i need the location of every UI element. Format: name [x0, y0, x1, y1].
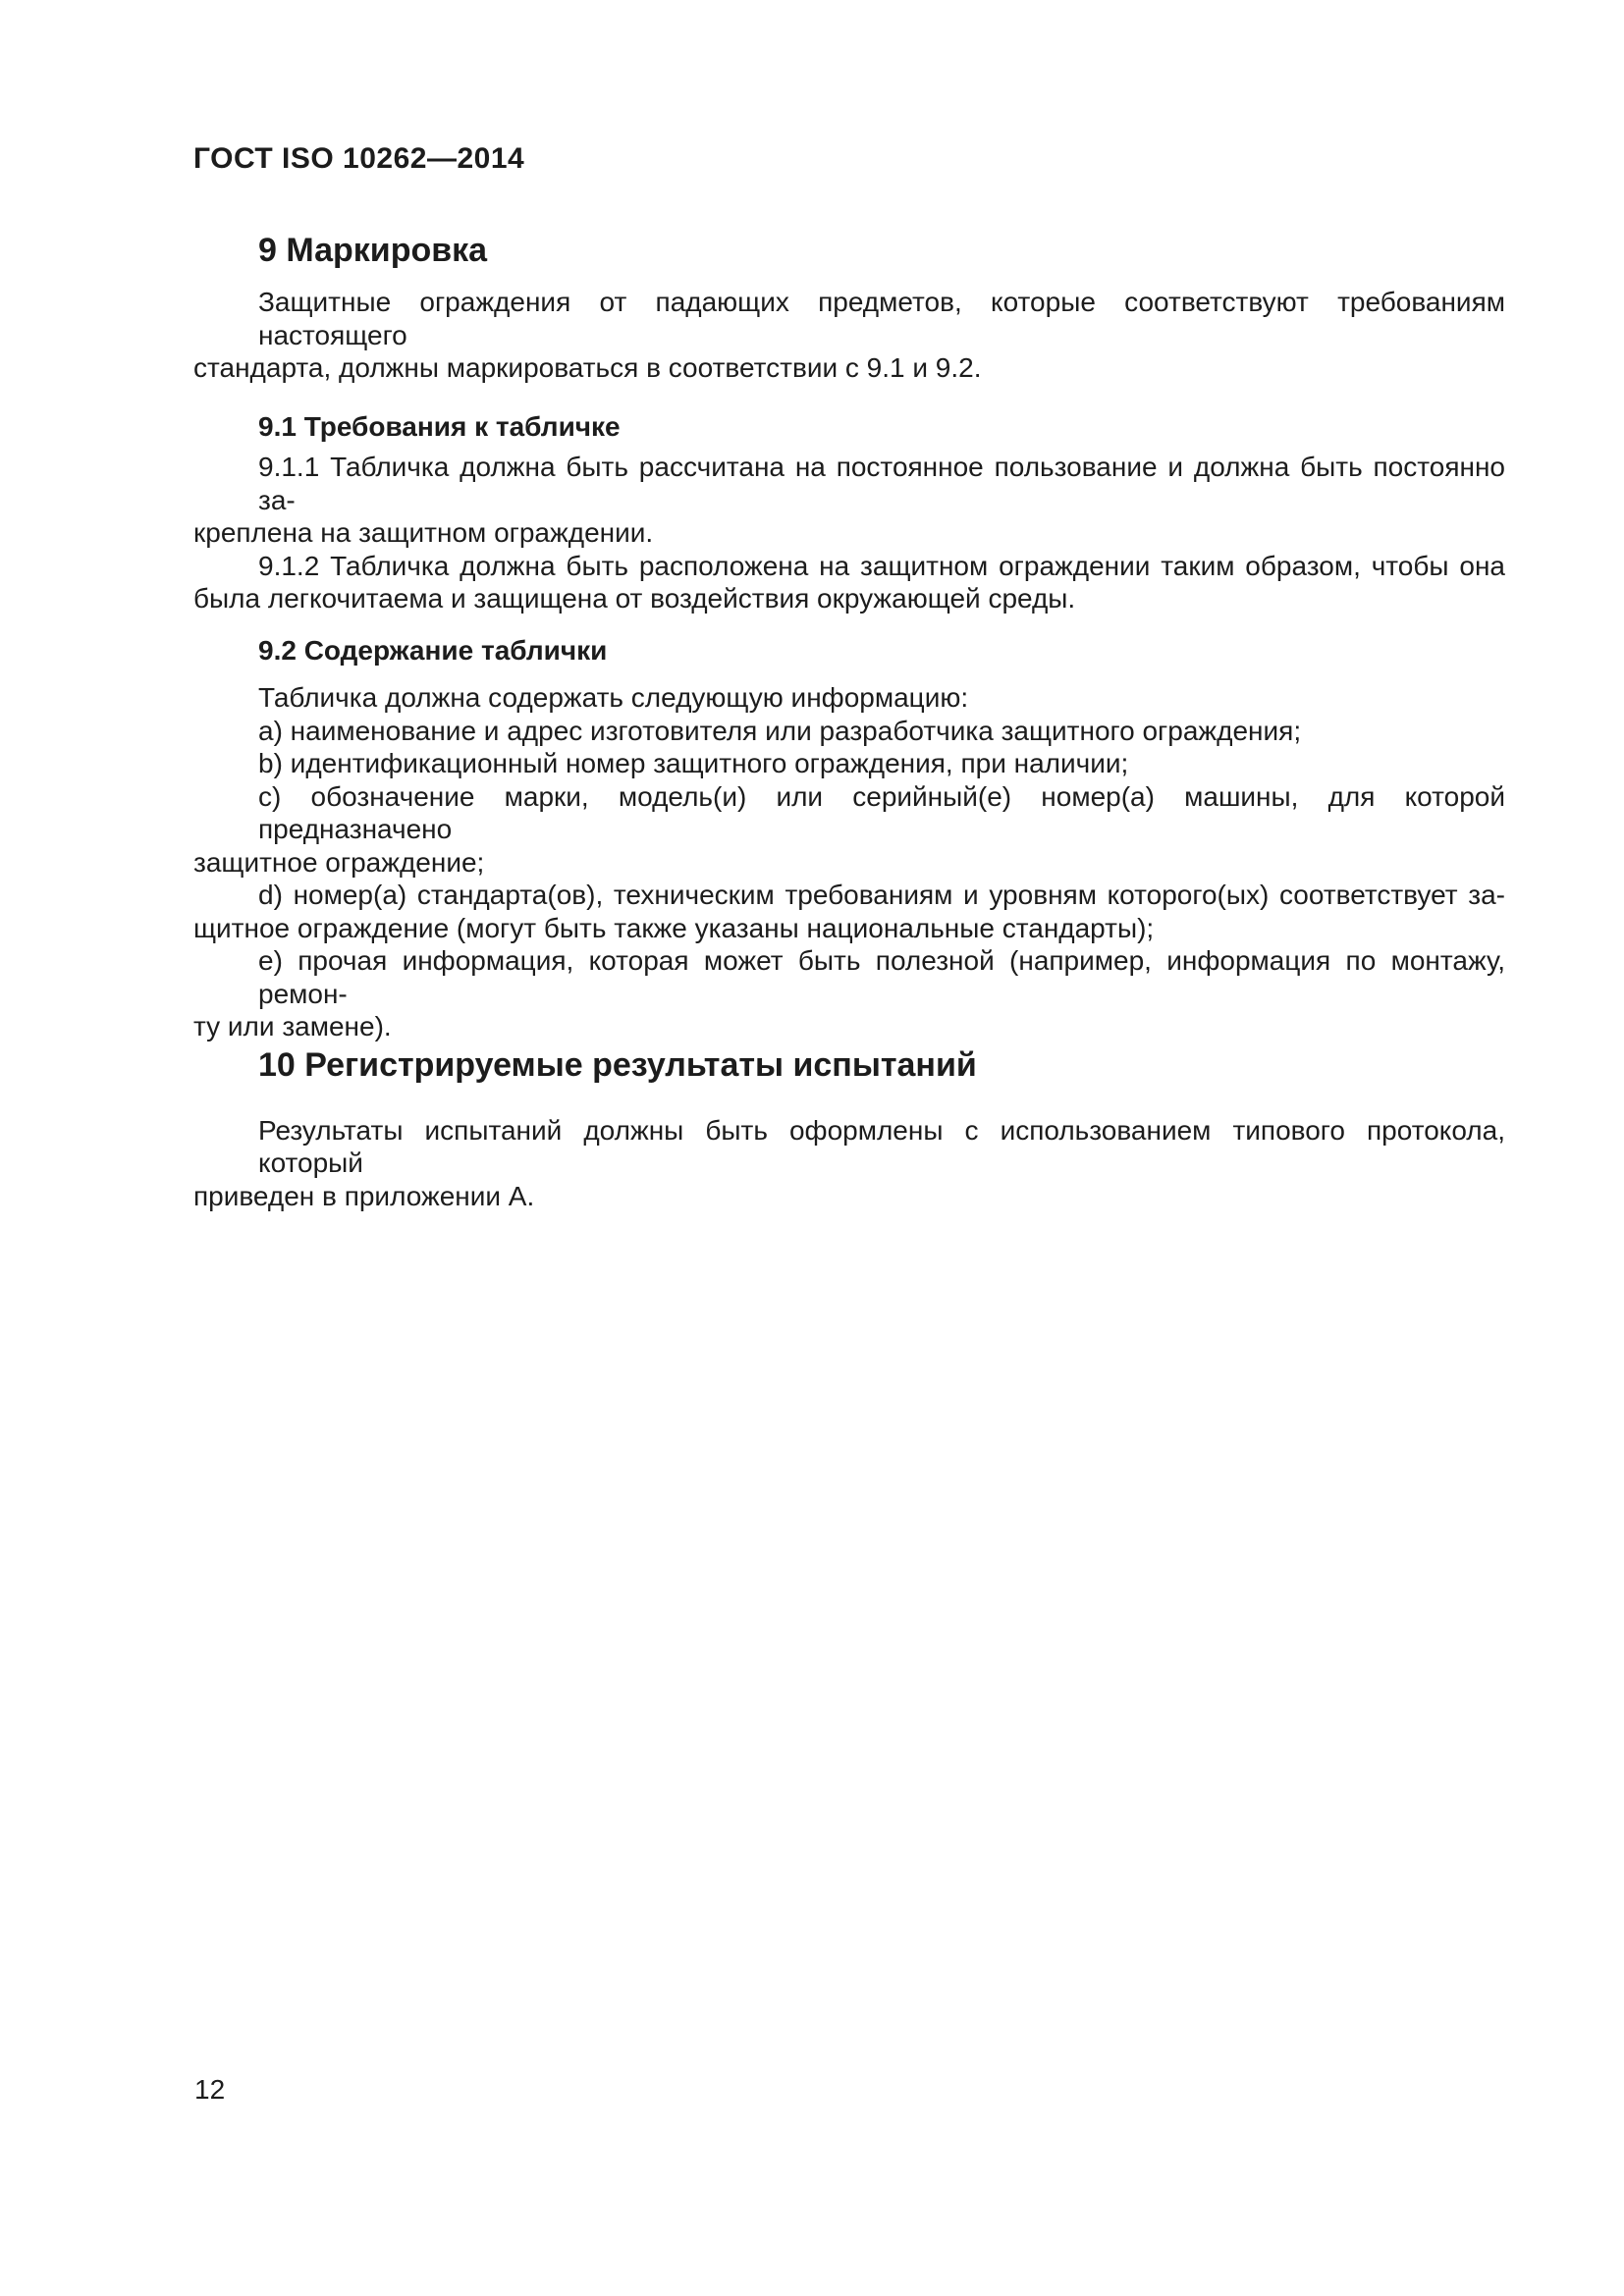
page-number: 12 [194, 2074, 226, 2105]
list-item-c-continuation: защитное ограждение; [193, 846, 485, 878]
list-lead-line: Табличка должна содержать следующую информацию: [258, 682, 969, 713]
section-9-1-heading: 9.1 Требования к табличке [258, 410, 621, 442]
list-item-b: b) идентификационный номер защитного ограждения, при наличии; [258, 748, 1129, 778]
list-item-d-continuation: щитное ограждение (могут быть также указаны национальные стандарты); [193, 912, 1155, 943]
list-item-e: e) прочая информация, которая может быть полезной (например, информация по монтажу, ремон- [258, 945, 1505, 1009]
running-header: ГОСТ ISO 10262—2014 [193, 142, 525, 175]
paragraph-line: 9.1.2 Табличка должна быть расположена на защитном ограждении таким образом, чтобы она [258, 550, 1505, 581]
section-9-intro-paragraph [193, 286, 1505, 385]
clause-9-1-1-paragraph [193, 451, 1505, 550]
clause-9-1-2-paragraph [193, 550, 1505, 615]
section-9-2-list [193, 681, 1505, 1043]
page-content [193, 142, 1505, 1212]
section-10-paragraph [193, 1114, 1505, 1213]
paragraph-line: стандарта, должны маркироваться в соответствии с 9.1 и 9.2. [193, 352, 982, 383]
paragraph-line: Защитные ограждения от падающих предметов, которые соответствуют требованиям настоящего [258, 287, 1505, 350]
paragraph-line: креплена на защитном ограждении. [193, 517, 654, 548]
list-item-e-continuation: ту или замене). [193, 1011, 392, 1041]
section-10-heading: 10 Регистрируемые результаты испытаний [258, 1045, 977, 1084]
list-item-c: c) обозначение марки, модель(и) или серийный(е) номер(а) машины, для которой предназначено [258, 780, 1505, 844]
paragraph-line: 9.1.1 Табличка должна быть рассчитана на постоянное пользование и должна быть постоянно за- [258, 452, 1505, 515]
paragraph-line: была легкочитаема и защищена от воздействия окружающей среды. [193, 583, 1076, 614]
list-item-a: a) наименование и адрес изготовителя или разработчика защитного ограждения; [258, 715, 1302, 746]
section-9-heading: 9 Маркировка [258, 232, 488, 269]
section-9-2-heading: 9.2 Содержание таблички [258, 634, 608, 666]
list-item-d: d) номер(а) стандарта(ов), техническим требованиям и уровням которого(ых) соответствует за- [258, 880, 1505, 910]
paragraph-line: Результаты испытаний должны быть оформлены с использованием типового протокола, который [258, 1114, 1505, 1178]
paragraph-line: приведен в приложении А. [193, 1180, 535, 1211]
